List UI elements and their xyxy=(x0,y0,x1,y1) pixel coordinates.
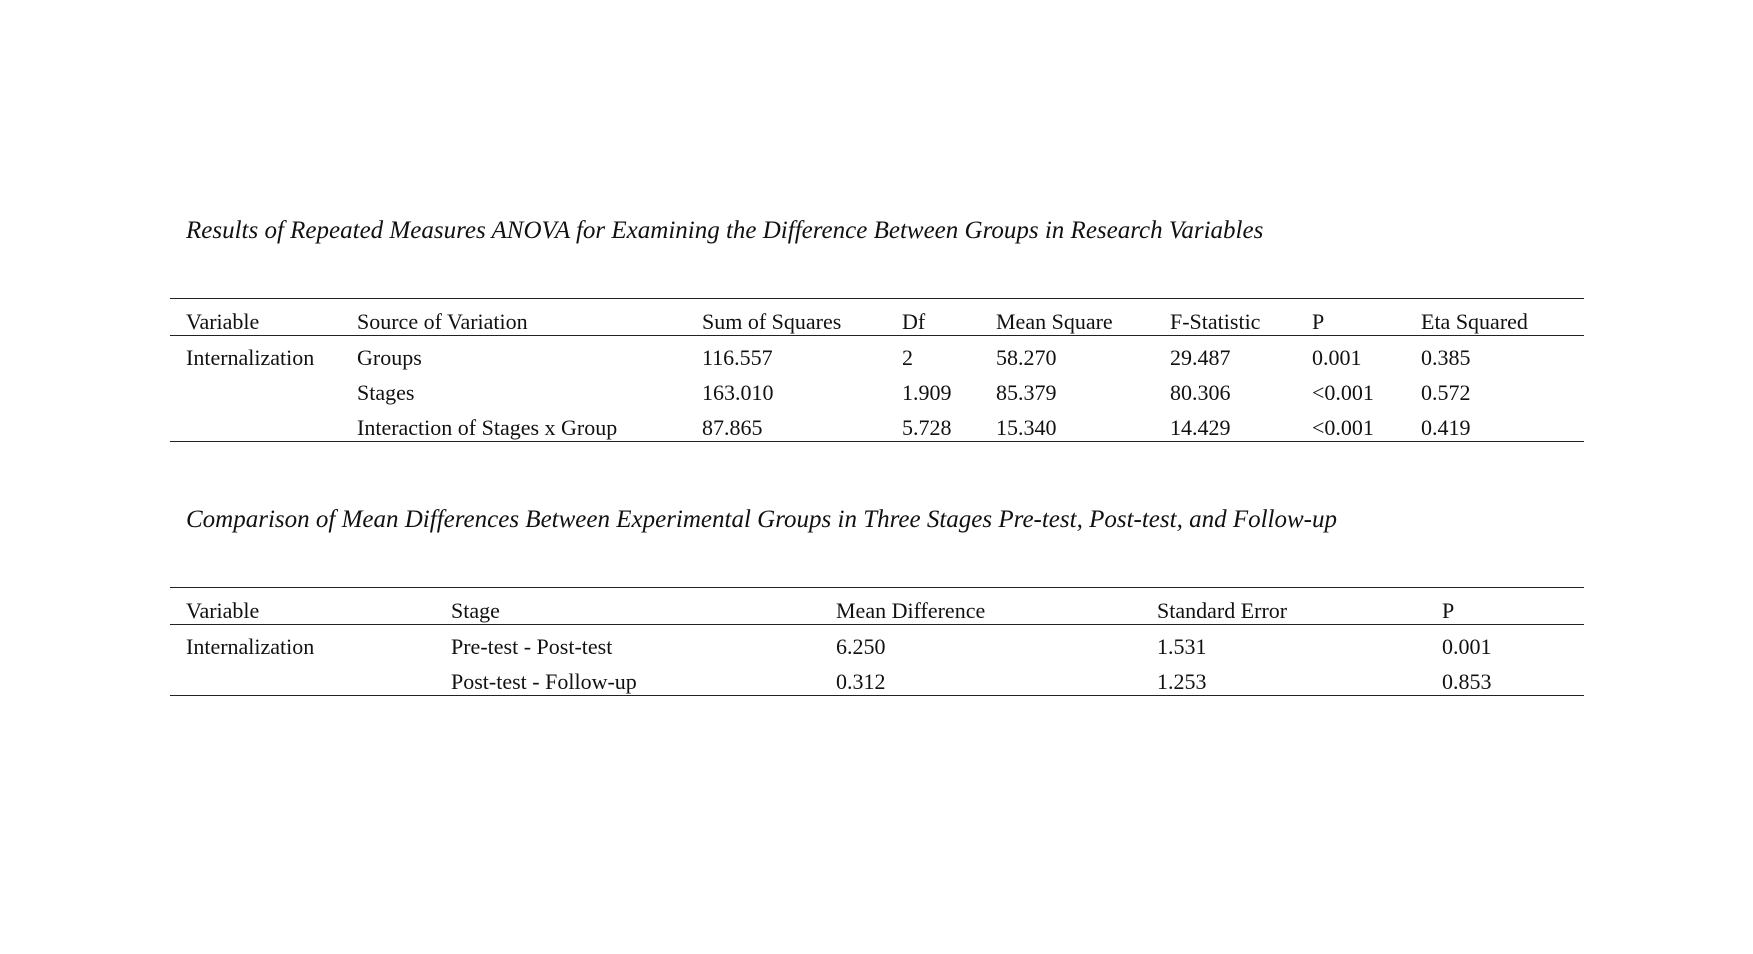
table-cell: 1.253 xyxy=(1157,669,1207,694)
mean-differences-table-caption: Comparison of Mean Differences Between Experimental Groups in Three Stages Pre-test, Post-test, and Follow-up xyxy=(186,506,1337,533)
column-header-stage: Stage xyxy=(451,598,500,623)
table-row xyxy=(170,336,1584,372)
table-cell: Groups xyxy=(357,345,422,370)
table-cell: <0.001 xyxy=(1312,380,1374,405)
table-cell: 14.429 xyxy=(1170,415,1231,440)
column-header-standard-error: Standard Error xyxy=(1157,598,1288,623)
table-header-row xyxy=(170,588,1584,625)
table-cell: 0.312 xyxy=(836,669,886,694)
anova-table xyxy=(170,298,1584,442)
table-cell: 163.010 xyxy=(702,380,774,405)
column-header-f-statistic: F-Statistic xyxy=(1170,309,1261,334)
column-header-p: P xyxy=(1442,598,1455,623)
table-cell: 5.728 xyxy=(902,415,952,440)
table-cell: 87.865 xyxy=(702,415,763,440)
table-cell: 1.909 xyxy=(902,380,952,405)
column-header-variable: Variable xyxy=(186,598,260,623)
table-cell: 0.385 xyxy=(1421,345,1471,370)
table-cell: 116.557 xyxy=(702,345,773,370)
table-cell: 0.001 xyxy=(1312,345,1362,370)
table-cell: 0.419 xyxy=(1421,415,1471,440)
table-header-row xyxy=(170,299,1584,336)
column-header-eta-squared: Eta Squared xyxy=(1421,309,1528,334)
table-cell xyxy=(170,371,357,406)
column-header-variable: Variable xyxy=(186,309,260,334)
table-cell: Internalization xyxy=(186,634,315,659)
table-cell: Pre-test - Post-test xyxy=(451,634,613,659)
column-header-mean-square: Mean Square xyxy=(996,309,1113,334)
table-cell: 80.306 xyxy=(1170,380,1231,405)
table-cell xyxy=(170,660,451,696)
table-cell xyxy=(170,406,357,442)
mean-differences-table xyxy=(170,587,1584,696)
table-row xyxy=(170,660,1584,696)
table-cell: 1.531 xyxy=(1157,634,1207,659)
table-cell: Interaction of Stages x Group xyxy=(357,415,618,440)
table-cell: Internalization xyxy=(186,345,315,370)
table-cell: 6.250 xyxy=(836,634,886,659)
table-cell: 15.340 xyxy=(996,415,1057,440)
column-header-df: Df xyxy=(902,309,926,334)
table-row xyxy=(170,371,1584,406)
table-cell: Stages xyxy=(357,380,415,405)
table-row xyxy=(170,625,1584,661)
anova-table-caption: Results of Repeated Measures ANOVA for Examining the Difference Between Groups in Research Variables xyxy=(186,217,1264,244)
table-row xyxy=(170,406,1584,442)
column-header-sum-of-squares: Sum of Squares xyxy=(702,309,842,334)
column-header-p: P xyxy=(1312,309,1325,334)
table-cell: Post-test - Follow-up xyxy=(451,669,637,694)
table-cell: <0.001 xyxy=(1312,415,1374,440)
table-cell: 2 xyxy=(902,345,913,370)
table-cell: 0.572 xyxy=(1421,380,1471,405)
table-cell: 0.001 xyxy=(1442,634,1492,659)
table-cell: 0.853 xyxy=(1442,669,1492,694)
column-header-mean-difference: Mean Difference xyxy=(836,598,986,623)
table-cell: 58.270 xyxy=(996,345,1057,370)
table-cell: 85.379 xyxy=(996,380,1057,405)
table-cell: 29.487 xyxy=(1170,345,1231,370)
column-header-source-of-variation: Source of Variation xyxy=(357,309,528,334)
